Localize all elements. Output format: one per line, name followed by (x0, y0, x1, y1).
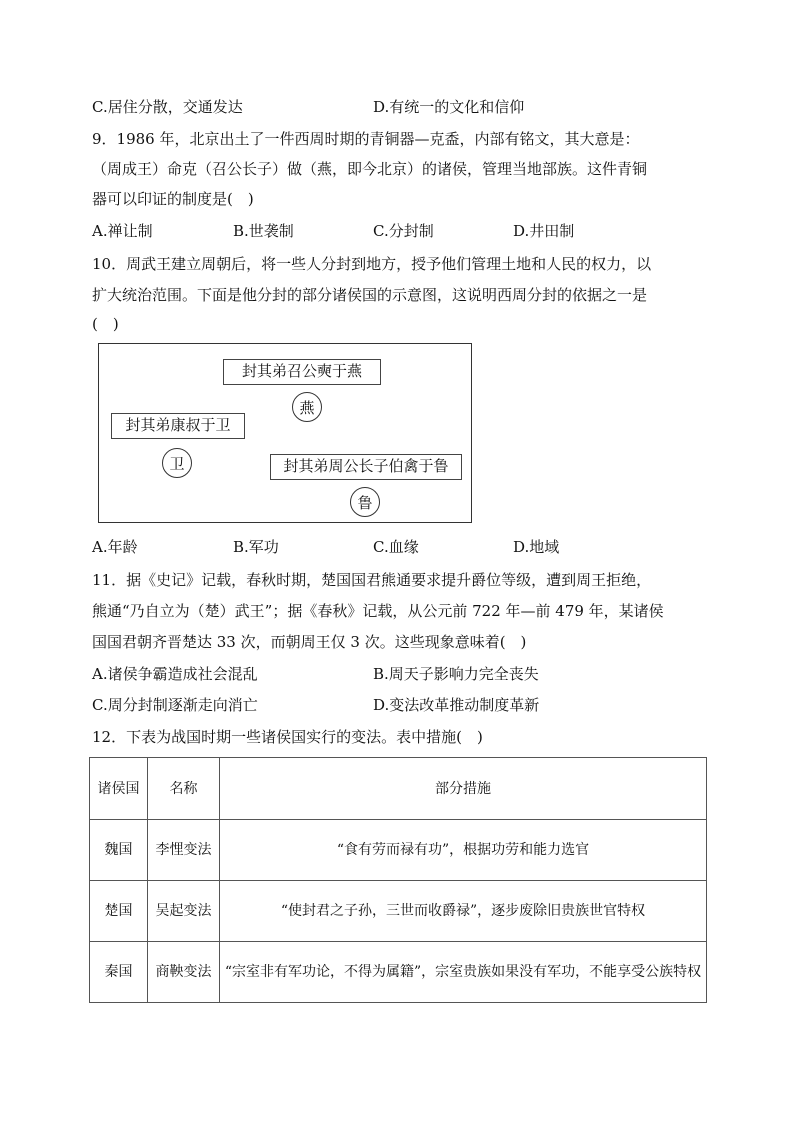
table-row (90, 820, 707, 881)
cell-measure: “食有劳而禄有功”，根据功劳和能力选官 (220, 820, 707, 881)
reform-table (89, 757, 707, 1003)
cell-name: 李悝变法 (148, 820, 220, 881)
q9-option-b: B.世袭制 (233, 222, 294, 240)
q11-stem-line1: 11．据《史记》记载，春秋时期，楚国国君熊通要求提升爵位等级，遭到周王拒绝， (92, 571, 652, 589)
q10-option-a: A.年龄 (92, 538, 138, 556)
q11-stem-line2: 熊通“乃自立为（楚）武王”；据《春秋》记载，从公元前 722 年—前 479 年，某诸侯 (92, 602, 664, 620)
box-wei: 封其弟康叔于卫 (111, 413, 245, 439)
q10-stem-line1: 10．周武王建立周朝后，将一些人分封到地方，授予他们管理土地和人民的权力，以 (92, 255, 652, 273)
enfeoffment-diagram (98, 343, 472, 523)
cell-state: 秦国 (90, 942, 148, 1003)
cell-name: 吴起变法 (148, 881, 220, 942)
q11-stem-line3: 国国君朝齐晋楚达 33 次，而朝周王仅 3 次。这些现象意味着( ) (92, 633, 527, 651)
q10-option-d: D.地域 (513, 538, 560, 556)
q12-stem-line1: 12．下表为战国时期一些诸侯国实行的变法。表中措施( ) (92, 728, 483, 746)
cell-state: 魏国 (90, 820, 148, 881)
q9-stem-line1: 9．1986 年，北京出土了一件西周时期的青铜器—克盉，内部有铭文，其大意是： (92, 130, 640, 148)
box-yan: 封其弟召公奭于燕 (223, 359, 381, 385)
q9-option-a: A.禅让制 (92, 222, 153, 240)
q11-option-d: D.变法改革推动制度革新 (373, 696, 540, 714)
q10-stem-line2: 扩大统治范围。下面是他分封的部分诸侯国的示意图，这说明西周分封的依据之一是 (92, 286, 648, 304)
q9-option-c: C.分封制 (373, 222, 434, 240)
cell-name: 商鞅变法 (148, 942, 220, 1003)
q11-option-b: B.周天子影响力完全丧失 (373, 665, 539, 683)
circle-wei: 卫 (162, 448, 192, 478)
q11-option-c: C.周分封制逐渐走向消亡 (92, 696, 258, 714)
q9-stem-line2: （周成王）命克（召公长子）做（燕，即今北京）的诸侯，管理当地部族。这件青铜 (92, 160, 648, 178)
table-row (90, 881, 707, 942)
q9-option-d: D.井田制 (513, 222, 575, 240)
q8-option-d: D.有统一的文化和信仰 (373, 98, 525, 116)
header-state: 诸侯国 (90, 758, 148, 820)
circle-lu: 鲁 (350, 487, 380, 517)
box-lu: 封其弟周公长子伯禽于鲁 (270, 454, 462, 480)
header-measure: 部分措施 (220, 758, 707, 820)
cell-measure: “使封君之子孙，三世而收爵禄”，逐步废除旧贵族世官特权 (220, 881, 707, 942)
q9-stem-line3: 器可以印证的制度是( ) (92, 190, 254, 208)
circle-yan: 燕 (292, 392, 322, 422)
q10-stem-line3: ( ) (92, 315, 119, 333)
q10-option-b: B.军功 (233, 538, 279, 556)
table-header-row (90, 758, 707, 820)
q11-option-a: A.诸侯争霸造成社会混乱 (92, 665, 258, 683)
cell-measure: “宗室非有军功论，不得为属籍”，宗室贵族如果没有军功，不能享受公族特权 (220, 942, 707, 1003)
q8-option-c: C.居住分散，交通发达 (92, 98, 243, 116)
table-row (90, 942, 707, 1003)
cell-state: 楚国 (90, 881, 148, 942)
header-name: 名称 (148, 758, 220, 820)
q10-option-c: C.血缘 (373, 538, 419, 556)
